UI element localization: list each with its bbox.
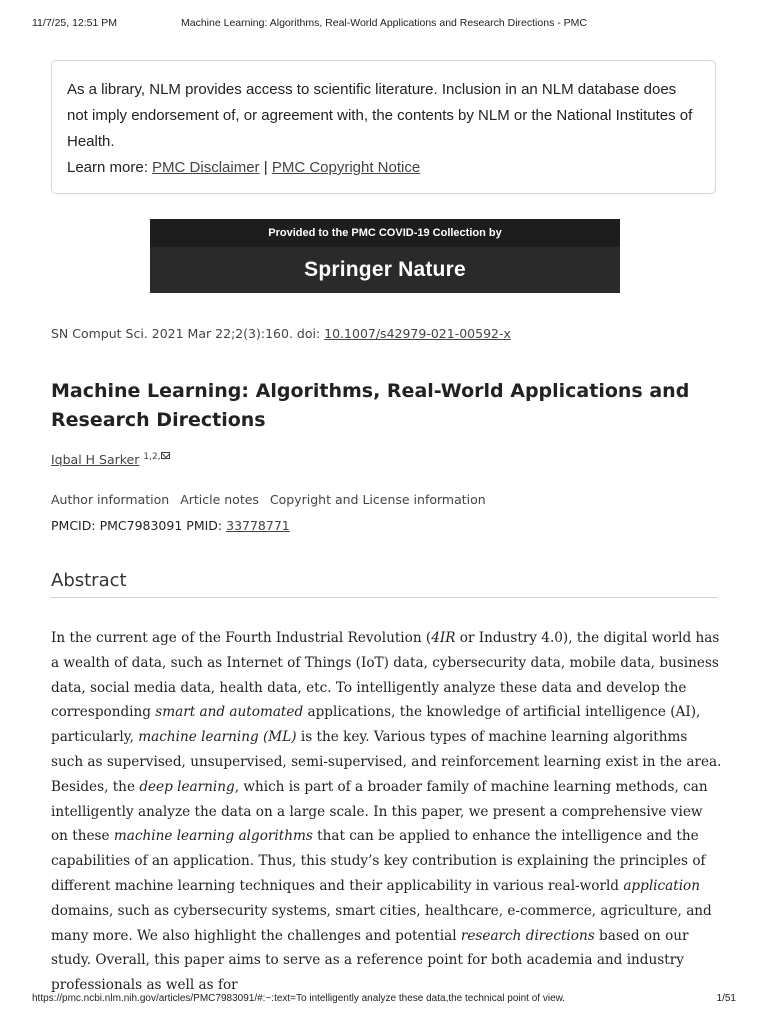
abstract-emphasis: machine learning (ML) [138, 729, 297, 746]
author-link[interactable]: Iqbal H Sarker [51, 452, 140, 468]
abstract-text: is the key. Various types of machine learning algorithms such as supervised, unsupervised, semi-supervised, and reinforcement learning exist in the area. Besides, the [51, 729, 722, 795]
abstract-emphasis: deep learning [139, 778, 235, 795]
author-line [51, 452, 170, 467]
abstract-heading: Abstract [51, 569, 717, 598]
citation-line [51, 325, 731, 343]
pmid-label: PMID: [186, 518, 223, 533]
abstract-text: applications, the knowledge of artificial intelligence (AI), particularly, [51, 704, 701, 746]
citation-text: SN Comput Sci. 2021 Mar 22;2(3):160. doi: [51, 326, 321, 341]
abstract-text: In the current age of the Fourth Industrial Revolution ( [51, 630, 432, 646]
abstract-text: or Industry 4.0), the digital world has a wealth of data, such as Internet of Things (IoT) data, cybersecurity data, mobile data, business data, social media data, health data, etc. To intelligently analyze these data and develop the corresponding [51, 630, 720, 721]
abstract-emphasis: research directions [460, 927, 595, 944]
pmc-copyright-notice-link[interactable]: PMC Copyright Notice [271, 159, 421, 176]
print-footer [32, 993, 736, 1007]
article-ids [51, 518, 290, 533]
abstract-text: based on our study. Overall, this paper aims to serve as a reference point for both academia and industry professionals as well as for [51, 927, 689, 994]
print-page-number: 1/51 [716, 993, 736, 1004]
print-page-title: Machine Learning: Algorithms, Real-World Applications and Research Directions - PMC [181, 17, 587, 29]
publisher-banner[interactable] [150, 219, 620, 293]
article-title: Machine Learning: Algorithms, Real-World Applications and Research Directions [51, 380, 690, 431]
article-meta-links [51, 492, 493, 507]
disclaimer-text: As a library, NLM provides access to scientific literature. Inclusion in an NLM database does not imply endorsement of, or agreement with, the contents by NLM or the National Institutes of Health. [67, 81, 693, 150]
copyright-license-toggle[interactable]: Copyright and License information [269, 492, 486, 507]
pmid-link[interactable]: 33778771 [226, 518, 290, 533]
author-affiliations[interactable]: 1,2, [143, 452, 161, 462]
author-information-toggle[interactable]: Author information [51, 492, 170, 507]
print-header [32, 17, 736, 31]
abstract-emphasis: 4IR [431, 630, 456, 646]
pmcid-label: PMCID: [51, 518, 96, 533]
print-date: 11/7/25, 12:51 PM [32, 17, 118, 29]
pmc-disclaimer-link[interactable]: PMC Disclaimer [152, 159, 260, 176]
abstract-text: that can be applied to enhance the intelligence and the capabilities of an application. Thus, this study’s key contribution is explaining the principles of different machine learning techniques and their applicability in various real-world [51, 828, 706, 894]
abstract-emphasis: machine learning algorithms [113, 828, 313, 845]
abstract-paragraph [51, 626, 723, 998]
link-separator: | [263, 159, 268, 176]
print-url: https://pmc.ncbi.nlm.nih.gov/articles/PMC7983091/#:~:text=To intelligently analyze these data,the technical point of view. [32, 993, 566, 1004]
learn-more-label: Learn more: [67, 159, 148, 176]
abstract-text: domains, such as cybersecurity systems, smart cities, healthcare, e-commerce, agriculture, and many more. We also highlight the challenges and potential [51, 902, 712, 944]
envelope-icon[interactable] [161, 452, 170, 459]
publisher-logo-text: Springer Nature [304, 258, 466, 281]
abstract-emphasis: smart and automated [155, 704, 304, 721]
banner-provided-text: Provided to the PMC COVID-19 Collection by [150, 219, 620, 247]
nlm-disclaimer-box [51, 60, 716, 194]
abstract-emphasis: application [623, 877, 700, 894]
abstract-text: , which is part of a broader family of machine learning methods, can intelligently analyze the data on a large scale. In this paper, we present a comprehensive view on these [51, 778, 708, 845]
pmcid-value: PMC7983091 [99, 518, 183, 533]
article-notes-toggle[interactable]: Article notes [180, 492, 259, 507]
doi-link[interactable]: 10.1007/s42979-021-00592-x [324, 326, 511, 341]
